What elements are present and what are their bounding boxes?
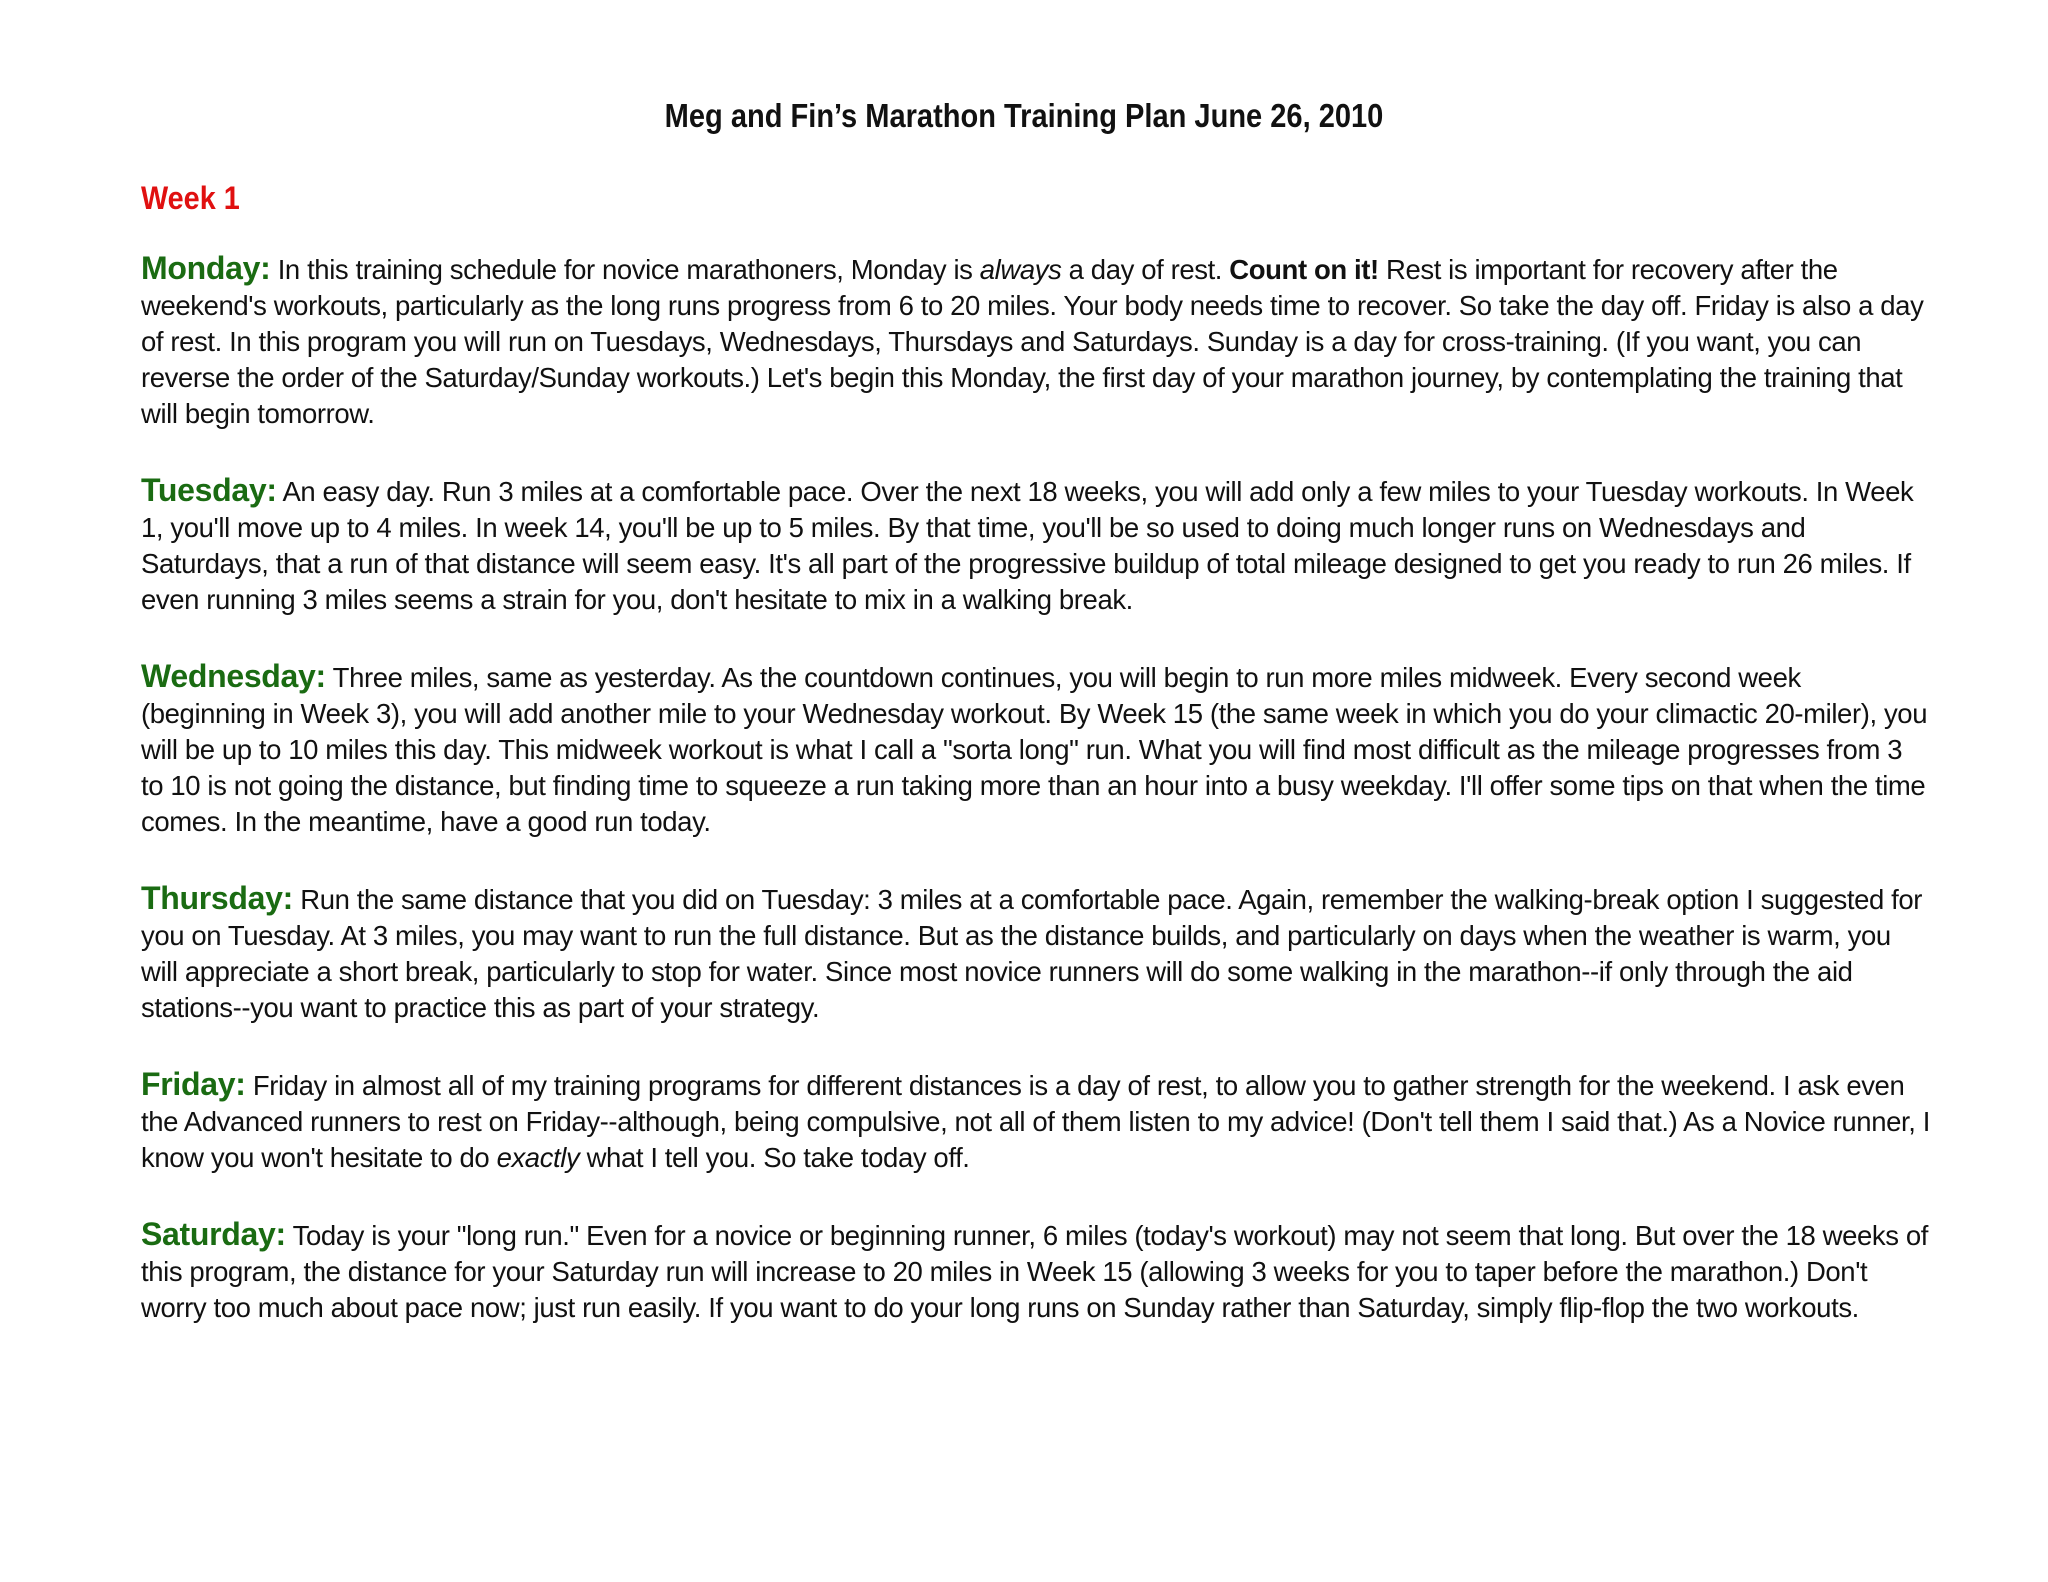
- day-entry-thursday: [141, 880, 1931, 1026]
- day-label-saturday: Saturday:: [141, 1216, 286, 1252]
- day-label-wednesday: Wednesday:: [141, 658, 326, 694]
- day-text-wednesday: Three miles, same as yesterday. As the countdown continues, you will begin to run more miles midweek. Every second week (beginning in Week 3), you will add another mile to your Wednesday workout. By Week 15 (the same week in which you do your climactic 20-miler), you will be up to 10 miles this day. This midweek workout is what I call a "sorta long" run. What you will find most difficult as the mileage progresses from 3 to 10 is not going the distance, but finding time to squeeze a run taking more than an hour into a busy weekday. I'll offer some tips on that when the time comes. In the meantime, have a good run today.: [141, 662, 1928, 837]
- day-entry-wednesday: [141, 658, 1931, 840]
- day-entry-tuesday: [141, 472, 1931, 618]
- day-text-friday-emphasis: exactly: [496, 1142, 580, 1173]
- day-text-friday: Friday in almost all of my training programs for different distances is a day of rest, to allow you to gather strength for the weekend. I ask even the Advanced runners to rest on Friday--although, being compulsive, not all of them listen to my advice! (Don't tell them I said that.) As a Novice runner, I know you won't hesitate to do: [141, 1070, 1930, 1173]
- day-text-friday: what I tell you. So take today off.: [579, 1142, 970, 1173]
- day-text-monday: In this training schedule for novice marathoners, Monday is: [270, 254, 980, 285]
- day-label-friday: Friday:: [141, 1066, 246, 1102]
- day-text-monday-bold: Count on it!: [1229, 254, 1379, 285]
- day-text-tuesday: An easy day. Run 3 miles at a comfortable pace. Over the next 18 weeks, you will add only a few miles to your Tuesday workouts. In Week 1, you'll move up to 4 miles. In week 14, you'll be up to 5 miles. By that time, you'll be so used to doing much longer runs on Wednesdays and Saturdays, that a run of that distance will seem easy. It's all part of the progressive buildup of total mileage designed to get you ready to run 26 miles. If even running 3 miles seems a strain for you, don't hesitate to mix in a walking break.: [141, 476, 1914, 615]
- document-title: Meg and Fin’s Marathon Training Plan June 26, 2010: [664, 97, 1384, 134]
- day-label-monday: Monday:: [141, 250, 271, 286]
- day-label-thursday: Thursday:: [141, 880, 293, 916]
- day-text-monday: a day of rest.: [1061, 254, 1230, 285]
- day-entry-friday: [141, 1066, 1931, 1176]
- document-content: [141, 178, 1931, 1366]
- day-entry-monday: [141, 250, 1931, 432]
- week-heading: Week 1: [141, 180, 240, 216]
- day-text-thursday: Run the same distance that you did on Tuesday: 3 miles at a comfortable pace. Again, remember the walking-break option I suggested for you on Tuesday. At 3 miles, you may want to run the full distance. But as the distance builds, and particularly on days when the weather is warm, you will appreciate a short break, particularly to stop for water. Since most novice runners will do some walking in the marathon--if only through the aid stations--you want to practice this as part of your strategy.: [141, 884, 1923, 1023]
- day-entry-saturday: [141, 1216, 1931, 1326]
- day-text-monday-emphasis: always: [979, 254, 1062, 285]
- day-text-saturday: Today is your "long run." Even for a novice or beginning runner, 6 miles (today's workout) may not seem that long. But over the 18 weeks of this program, the distance for your Saturday run will increase to 20 miles in Week 15 (allowing 3 weeks for you to taper before the marathon.) Don't worry too much about pace now; just run easily. If you want to do your long runs on Sunday rather than Saturday, simply flip-flop the two workouts.: [141, 1220, 1928, 1323]
- day-label-tuesday: Tuesday:: [141, 472, 277, 508]
- day-text-monday: Rest is important for recovery after the weekend's workouts, particularly as the long runs progress from 6 to 20 miles. Your body needs time to recover. So take the day off. Friday is also a day of rest. In this program you will run on Tuesdays, Wednesdays, Thursdays and Saturdays. Sunday is a day for cross-training. (If you want, you can reverse the order of the Saturday/Sunday workouts.) Let's begin this Monday, the first day of your marathon journey, by contemplating the training that will begin tomorrow.: [141, 254, 1924, 429]
